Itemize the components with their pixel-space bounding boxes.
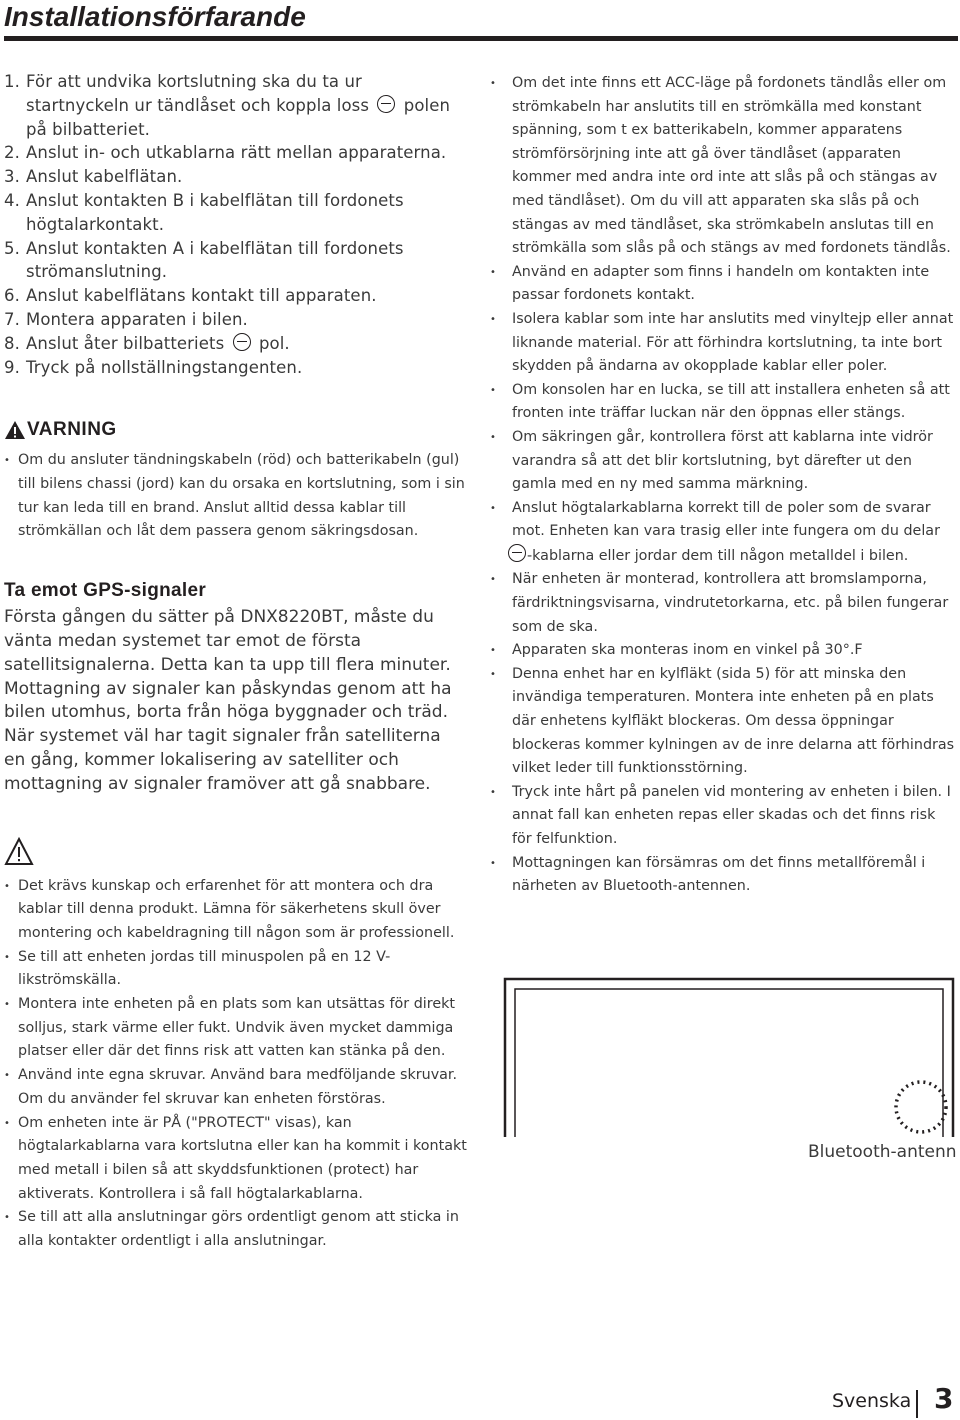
note-item xyxy=(490,497,958,569)
caution-item: • Det krävs kunskap och erfarenhet för att montera och dra kablar till denna produkt. Lämna för säkerhetens skull över montering och kabeldragning till någon som är professionell. xyxy=(4,875,470,946)
caution-item: • Se till att enheten jordas till minuspolen på en 12 V-likströmskälla. xyxy=(4,946,470,993)
note-text-after: -kablarna eller jordar dem till någon metalldel i bilen. xyxy=(527,547,909,564)
step-number: 3. xyxy=(4,167,20,187)
step-text: Anslut kontakten A i kabelflätan till fordonets strömanslutning. xyxy=(26,238,404,282)
step-item xyxy=(4,165,470,189)
step-text: Tryck på nollställningstangenten. xyxy=(26,357,303,377)
note-item: • Använd en adapter som finns i handeln om kontakten inte passar fordonets kontakt. xyxy=(490,261,958,308)
note-item: • Denna enhet har en kylfläkt (sida 5) för att minska den invändiga temperaturen. Montera inte enheten på en plats där enhetens kylfläkt blockeras. Om dessa öppningar blockeras kommer kylningen av de inre delarna att förhindras vilket leder till funktionsstörning. xyxy=(490,663,958,781)
step-text-after: pol. xyxy=(253,333,290,353)
caution-item: • Montera inte enheten på en plats som kan utsättas för direkt solljus, stark värme eller fukt. Undvik även mycket dammiga platser eller där det finns risk att vatten kan stänka på den. xyxy=(4,993,470,1064)
note-item: • Isolera kablar som inte har anslutits med vinyltejp eller annat liknande material. För att förhindra kortslutning, ta inte bort skydden på ändarna av okopplade kablar eller poler. xyxy=(490,308,958,379)
note-item: • När enheten är monterad, kontrollera att bromslamporna, färdriktningsvisarna, vindrutetorkarna, etc. på bilen fungerar som de ska. xyxy=(490,568,958,639)
bluetooth-antenna-label: Bluetooth-antenn xyxy=(808,1142,957,1162)
step-text: Anslut åter bilbatteriets xyxy=(26,333,225,353)
warning-triangle-icon xyxy=(4,837,34,867)
device-outline-figure xyxy=(503,977,955,1137)
left-column xyxy=(4,70,470,1254)
note-text: Anslut högtalarkablarna korrekt till de poler som de svarar mot. Enheten kan vara trasig eller inte fungera om du delar xyxy=(512,499,940,540)
step-number: 1. xyxy=(4,72,20,91)
installation-notes-list xyxy=(490,72,958,899)
step-text: Anslut kabelflätans kontakt till apparaten. xyxy=(26,286,377,306)
step-item xyxy=(4,237,470,285)
right-column xyxy=(490,72,958,899)
footer-language: Svenska xyxy=(832,1390,912,1412)
step-text: För att undvika kortslutning ska du ta ur startnyckeln ur tändlåset och koppla loss xyxy=(26,72,370,115)
step-item xyxy=(4,356,470,380)
minus-terminal-icon xyxy=(233,333,251,351)
gps-heading: Ta emot GPS-signaler xyxy=(4,580,207,602)
title-rule xyxy=(4,36,958,41)
step-item xyxy=(4,284,470,308)
step-item xyxy=(4,189,470,237)
note-item: • Om konsolen har en lucka, se till att installera enheten så att fronten inte träffar luckan när den öppnas eller stängs. xyxy=(490,379,958,426)
page-title: Installationsförfarande xyxy=(4,1,306,32)
caution-item: • Använd inte egna skruvar. Använd bara medföljande skruvar. Om du använder fel skruvar kan enheten förstöras. xyxy=(4,1064,470,1111)
note-item: • Om det inte finns ett ACC-läge på fordonets tändlås eller om strömkabeln har anslutits till en strömkälla med konstant spänning, som t ex batterikabeln, kommer apparatens strömförsörjning inte att gå över tändlåset (apparaten kommer med andra inte ord inte att slås på och stängas av med tändlåset). Om du vill att apparaten ska slås på och stängas av med tändlåset, ska strömkabeln anslutas till en strömkälla som slås på och stängs av med fordonets tändlås. xyxy=(490,72,958,261)
step-text: Anslut kabelflätan. xyxy=(26,167,183,187)
note-item: • Om säkringen går, kontrollera först att kablarna inte vidrör varandra så att det blir kortslutning, byt därefter ut den gamla med en ny med samma märkning. xyxy=(490,426,958,497)
note-item: • Apparaten ska monteras inom en vinkel på 30°.F xyxy=(490,639,958,663)
step-text: Anslut kontakten B i kabelflätan till fordonets högtalarkontakt. xyxy=(26,190,404,234)
caution-list xyxy=(4,875,470,1254)
step-text: Montera apparaten i bilen. xyxy=(26,309,248,329)
step-item xyxy=(4,141,470,165)
step-number: 8. xyxy=(4,333,20,353)
minus-terminal-icon xyxy=(377,95,395,113)
footer-divider xyxy=(916,1390,918,1418)
note-item: • Tryck inte hårt på panelen vid montering av enheten i bilen. I annat fall kan enheten repas eller skadas och det finns risk för felfunktion. xyxy=(490,781,958,852)
step-number: 6. xyxy=(4,286,20,306)
installation-steps xyxy=(4,70,470,379)
warning-heading xyxy=(4,419,470,441)
page-number: 3 xyxy=(934,1382,954,1415)
caution-item: • Om enheten inte är PÅ ("PROTECT" visas), kan högtalarkablarna vara kortslutna eller kan ha kommit i kontakt med metall i bilen så att skyddsfunktionen (protect) har aktiverats. Kontrollera i så fall högtalarkablarna. xyxy=(4,1112,470,1207)
warning-heading-text: VARNING xyxy=(27,419,117,441)
gps-body: Första gången du sätter på DNX8220BT, måste du vänta medan systemet tar emot de första satellitsignalerna. Detta kan ta upp till flera minuter. Mottagning av signaler kan påskyndas genom att ha bilen utomhus, borta från höga byggnader och träd. När systemet väl har tagit signaler från satelliterna en gång, kommer lokalisering av satelliter och mottagning av signaler framöver att gå snabbare. xyxy=(4,607,452,794)
minus-terminal-icon xyxy=(508,544,526,562)
caution-item: • Se till att alla anslutningar görs ordentligt genom att sticka in alla kontakter ordentligt i alla anslutningar. xyxy=(4,1206,470,1253)
warning-list xyxy=(4,449,470,544)
step-item xyxy=(4,308,470,332)
step-number: 2. xyxy=(4,143,20,163)
step-item xyxy=(4,332,470,356)
warning-triangle-icon xyxy=(4,420,26,440)
step-number: 5. xyxy=(4,238,20,258)
step-text-after: polen på bilbatteriet. xyxy=(26,95,451,139)
bluetooth-antenna-marker xyxy=(896,1082,946,1132)
step-text: Anslut in- och utkablarna rätt mellan apparaterna. xyxy=(26,143,447,163)
step-number: 7. xyxy=(4,309,20,329)
step-item xyxy=(4,70,470,141)
warning-item: • Om du ansluter tändningskabeln (röd) och batterikabeln (gul) till bilens chassi (jord) kan du orsaka en kortslutning, som i sin tur kan leda till en brand. Anslut alltid dessa kablar till strömkällan och låt dem passera genom säkringsdosan. xyxy=(4,449,470,544)
step-number: 4. xyxy=(4,190,20,210)
note-item: • Mottagningen kan försämras om det finns metallföremål i närheten av Bluetooth-antennen. xyxy=(490,852,958,899)
step-number: 9. xyxy=(4,357,20,377)
